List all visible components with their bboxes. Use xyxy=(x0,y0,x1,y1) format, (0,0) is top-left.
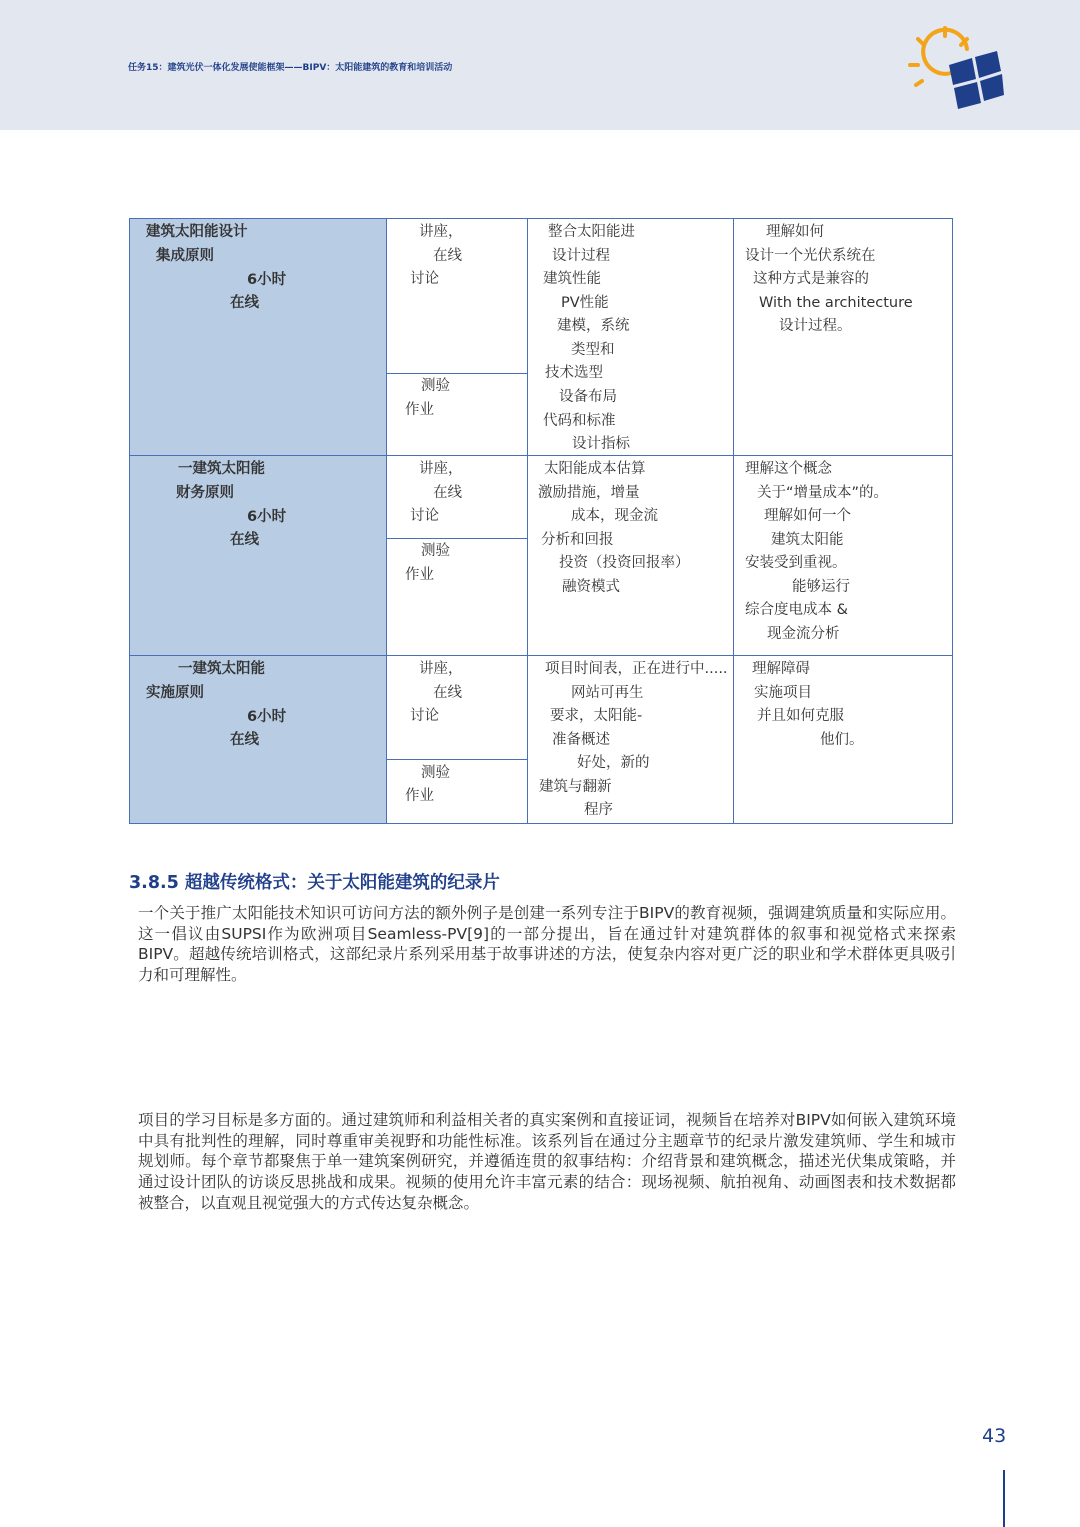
format-line: 在线 xyxy=(433,485,462,501)
content-line: 成本，现金流 xyxy=(571,508,658,524)
format-line: 作业 xyxy=(405,567,434,583)
body-paragraph: 项目的学习目标是多方面的。通过建筑师和利益相关者的真实案例和直接证词，视频旨在培养对BIPV如何嵌入建筑环境中具有批判性的理解，同时尊重审美视野和功能性标准。该系列旨在通过分主题章节的纪录片激发建筑师、学生和城市规划师。每个章节都聚焦于单一建筑案例研究，并遵循连贯的叙事结构：介绍背景和建筑概念，描述光伏集成策略，并通过设计团队的访谈反思挑战和成果。视频的使用允许丰富元素的结合：现场视频、航拍视角、动画图表和技术数据都被整合，以直观且视觉强大的方式传达复杂概念。 xyxy=(138,1111,956,1212)
course-table xyxy=(129,218,953,824)
format-line: 讨论 xyxy=(410,271,439,287)
content-cell xyxy=(528,219,734,456)
table-row xyxy=(130,656,953,824)
topic-line: 一建筑太阳能 xyxy=(178,461,265,477)
outcome-line: 他们。 xyxy=(820,732,864,748)
format-cell xyxy=(387,456,528,656)
content-line: 技术选型 xyxy=(545,365,603,381)
content-line: 项目时间表，正在进行中..... xyxy=(545,661,728,677)
table-row xyxy=(130,456,953,656)
content-line: 网站可再生 xyxy=(571,685,644,701)
format-line: 讨论 xyxy=(410,708,439,724)
content-line: 设计指标 xyxy=(572,436,630,452)
content-line: 太阳能成本估算 xyxy=(544,461,646,477)
outcome-line: 并且如何克服 xyxy=(757,708,844,724)
page-number: 43 xyxy=(982,1425,1007,1447)
running-header-title: 任务15：建筑光伏一体化发展使能框架——BIPV：太阳能建筑的教育和培训活动 xyxy=(128,63,453,73)
assessment-divider xyxy=(387,538,527,539)
format-line: 作业 xyxy=(405,788,434,804)
outcome-line: 这种方式是兼容的 xyxy=(753,271,869,287)
format-line: 作业 xyxy=(405,402,434,418)
outcome-line: 理解如何 xyxy=(766,224,824,240)
topic-cell xyxy=(130,456,387,656)
outcome-cell xyxy=(734,656,953,824)
outcome-line: With the architecture xyxy=(759,295,913,311)
content-line: 设计过程 xyxy=(552,248,610,264)
content-cell xyxy=(528,456,734,656)
outcome-line: 理解这个概念 xyxy=(745,461,832,477)
content-line: 类型和 xyxy=(571,342,615,358)
format-line: 测验 xyxy=(421,765,450,781)
body-paragraph: 一个关于推广太阳能技术知识可访问方法的额外例子是创建一系列专注于BIPV的教育视频，强调建筑质量和实际应用。这一倡议由SUPSI作为欧洲项目Seamless-PV[9]的一部分提出，旨在通过针对建筑群体的叙事和视觉格式来探索BIPV。超越传统培训格式，这部纪录片系列采用基于故事讲述的方法，使复杂内容对更广泛的职业和学术群体更具吸引力和可理解性。 xyxy=(138,904,956,985)
format-cell xyxy=(387,219,528,456)
outcome-line: 关于“增量成本”的。 xyxy=(757,485,889,501)
topic-mode: 在线 xyxy=(230,732,259,748)
format-cell xyxy=(387,656,528,824)
topic-line: 一建筑太阳能 xyxy=(178,661,265,677)
format-line: 在线 xyxy=(433,248,462,264)
content-line: 准备概述 xyxy=(552,732,610,748)
content-line: 激励措施，增量 xyxy=(538,485,640,501)
page-header xyxy=(0,0,1080,130)
format-line: 测验 xyxy=(421,378,450,394)
topic-line: 建筑太阳能设计 xyxy=(146,224,248,240)
topic-cell xyxy=(130,219,387,456)
topic-hours: 6小时 xyxy=(247,709,287,725)
format-line: 讲座， xyxy=(419,661,463,677)
content-line: 要求，太阳能- xyxy=(550,708,643,724)
outcome-line: 理解障碍 xyxy=(752,661,810,677)
outcome-line: 能够运行 xyxy=(792,579,850,595)
outcome-line: 建筑太阳能 xyxy=(771,532,844,548)
outcome-line: 设计过程。 xyxy=(779,318,852,334)
content-cell xyxy=(528,656,734,824)
outcome-line: 设计一个光伏系统在 xyxy=(745,248,876,264)
table-row xyxy=(130,219,953,456)
outcome-line: 安装受到重视。 xyxy=(745,555,847,571)
outcome-cell xyxy=(734,456,953,656)
outcome-line: 综合度电成本 & xyxy=(745,602,848,618)
format-line: 讲座， xyxy=(419,224,463,240)
topic-mode: 在线 xyxy=(230,295,259,311)
outcome-cell xyxy=(734,219,953,456)
section-heading: 3.8.5 超越传统格式：关于太阳能建筑的纪录片 xyxy=(129,873,500,893)
content-line: 设备布局 xyxy=(559,389,617,405)
topic-hours: 6小时 xyxy=(247,272,287,288)
topic-line: 集成原则 xyxy=(156,248,214,264)
content-line: 融资模式 xyxy=(562,579,620,595)
topic-line: 实施原则 xyxy=(146,685,204,701)
outcome-line: 理解如何一个 xyxy=(764,508,851,524)
format-line: 讲座， xyxy=(419,461,463,477)
outcome-line: 现金流分析 xyxy=(767,626,840,642)
content-line: 分析和回报 xyxy=(541,532,614,548)
topic-mode: 在线 xyxy=(230,532,259,548)
content-line: 建筑与翻新 xyxy=(539,779,612,795)
format-line: 测验 xyxy=(421,543,450,559)
format-line: 在线 xyxy=(433,685,462,701)
topic-line: 财务原则 xyxy=(176,485,234,501)
content-line: 建模，系统 xyxy=(557,318,630,334)
content-line: 投资（投资回报率） xyxy=(559,555,690,571)
topic-hours: 6小时 xyxy=(247,509,287,525)
outcome-line: 实施项目 xyxy=(754,685,812,701)
content-line: 代码和标准 xyxy=(543,413,616,429)
content-line: PV性能 xyxy=(561,295,609,311)
assessment-divider xyxy=(387,373,527,374)
assessment-divider xyxy=(387,759,527,760)
format-line: 讨论 xyxy=(410,508,439,524)
page-number-rule xyxy=(1003,1470,1005,1527)
content-line: 好处，新的 xyxy=(577,755,650,771)
content-line: 整合太阳能进 xyxy=(548,224,635,240)
content-line: 建筑性能 xyxy=(543,271,601,287)
topic-cell xyxy=(130,656,387,824)
content-line: 程序 xyxy=(584,802,613,818)
solar-panel-sun-icon xyxy=(905,25,1005,115)
